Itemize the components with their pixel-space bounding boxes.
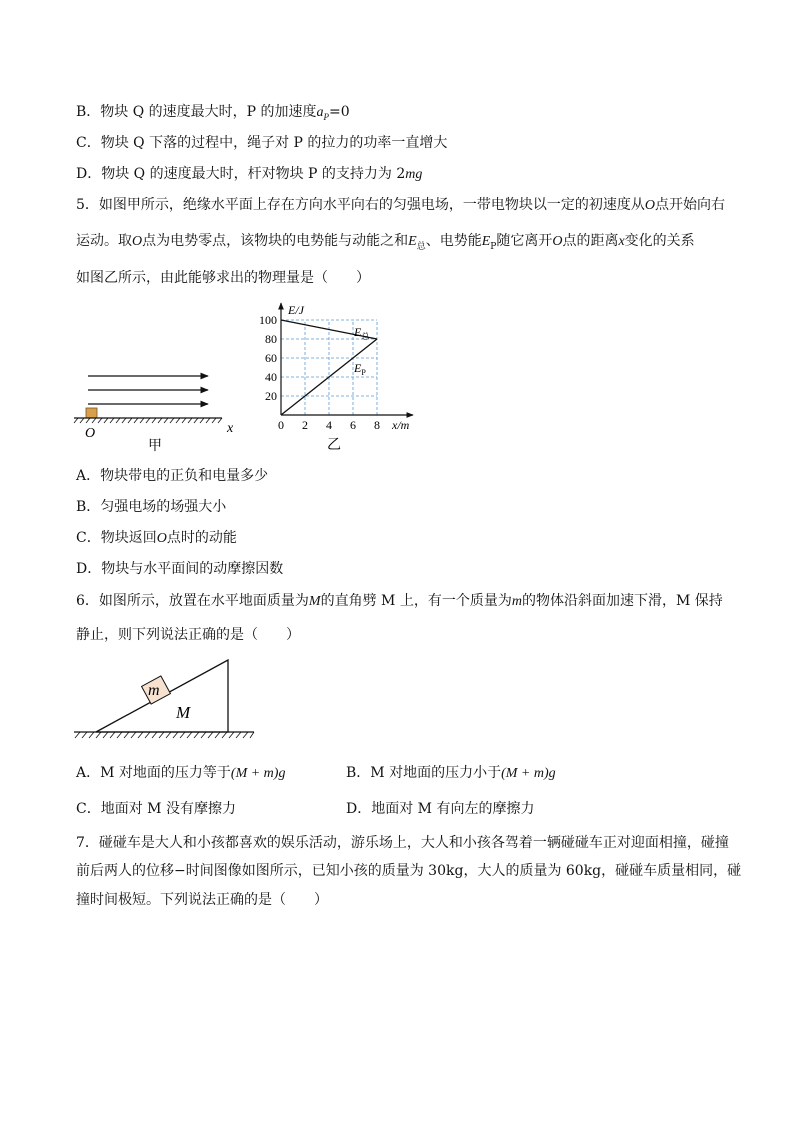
y-tick-label: 40 — [265, 370, 277, 384]
q4-option-d: D．物块 Q 的速度最大时，杆对物块 P 的支持力为 2mg — [76, 166, 423, 182]
figure-yi-chart — [250, 298, 425, 458]
x-tick-label: 8 — [374, 418, 380, 432]
series-e-total-label: $E_总$ — [354, 325, 370, 341]
q6-option-c: C．地面对 M 没有摩擦力 — [76, 801, 236, 817]
q5-option-b: B．匀强电场的场强大小 — [76, 499, 227, 515]
chart-x-label: x/m — [392, 418, 410, 432]
figure-wedge — [70, 652, 260, 744]
block-m-label: m — [148, 682, 160, 699]
q5-option-c: C．物块返回O点时的动能 — [76, 530, 237, 546]
q5-option-a: A．物块带电的正负和电量多少 — [76, 468, 269, 484]
origin-label: O — [85, 426, 96, 441]
figure-jia — [72, 360, 252, 452]
q4-option-b: B．物块 Q 的速度最大时，P 的加速度$a_P=0$ — [76, 104, 350, 122]
y-tick-label: 60 — [265, 351, 277, 365]
x-axis-label: x — [227, 421, 234, 436]
figure-jia-caption: 甲 — [148, 439, 162, 452]
q6-option-d: D．地面对 M 有向左的摩擦力 — [346, 801, 535, 817]
q7-stem-line1: 7．碰碰车是大人和小孩都喜欢的娱乐活动，游乐场上，大人和小孩各驾着一辆碰碰车正对迎面相撞，碰撞 — [76, 835, 729, 851]
ground-hatch — [74, 418, 222, 423]
q6-option-b: B．M 对地面的压力小于(M + m)g — [346, 765, 556, 781]
y-tick-label: 100 — [259, 313, 277, 327]
charged-block — [86, 408, 97, 418]
figure-yi-caption: 乙 — [327, 438, 341, 453]
x-tick-label: 0 — [278, 418, 284, 432]
chart-y-label: E/J — [288, 303, 304, 317]
wedge-M-label: M — [176, 703, 191, 722]
q5-stem-line3: 如图乙所示，由此能够求出的物理量是（ ） — [76, 270, 370, 286]
q5-option-d: D．物块与水平面间的动摩擦因数 — [76, 561, 284, 577]
series-e-p-label: $E_P$ — [354, 361, 366, 377]
x-tick-label: 6 — [350, 418, 356, 432]
q7-stem-line3: 撞时间极短。下列说法正确的是（ ） — [76, 892, 328, 908]
q5-stem-line1: 5．如图甲所示，绝缘水平面上存在方向水平向右的匀强电场，一带电物块以一定的初速度从O点开始向右 — [76, 197, 726, 213]
x-tick-label: 4 — [326, 418, 332, 432]
q4-option-c: C．物块 Q 下落的过程中，绳子对 P 的拉力的功率一直增大 — [76, 135, 448, 151]
q6-stem-line2: 静止，则下列说法正确的是（ ） — [76, 627, 300, 643]
x-tick-label: 2 — [302, 418, 308, 432]
q7-stem-line2: 前后两人的位移−时间图像如图所示，已知小孩的质量为 30kg，大人的质量为 60kg，碰碰车质量相同，碰 — [76, 863, 742, 879]
q5-stem-line2: 运动。取O点为电势零点，该物块的电势能与动能之和$E_总$、电势能$E_P$随它离开O点的距离x变化的关系 — [76, 233, 695, 252]
y-tick-label: 80 — [265, 332, 277, 346]
wedge-ground-hatch — [75, 732, 254, 738]
y-tick-label: 20 — [265, 389, 277, 403]
q6-option-a: A．M 对地面的压力等于(M + m)g — [76, 765, 286, 781]
q6-stem-line1: 6．如图所示，放置在水平地面质量为M的直角劈 M 上，有一个质量为m的物体沿斜面加速下滑，M 保持 — [76, 593, 723, 609]
